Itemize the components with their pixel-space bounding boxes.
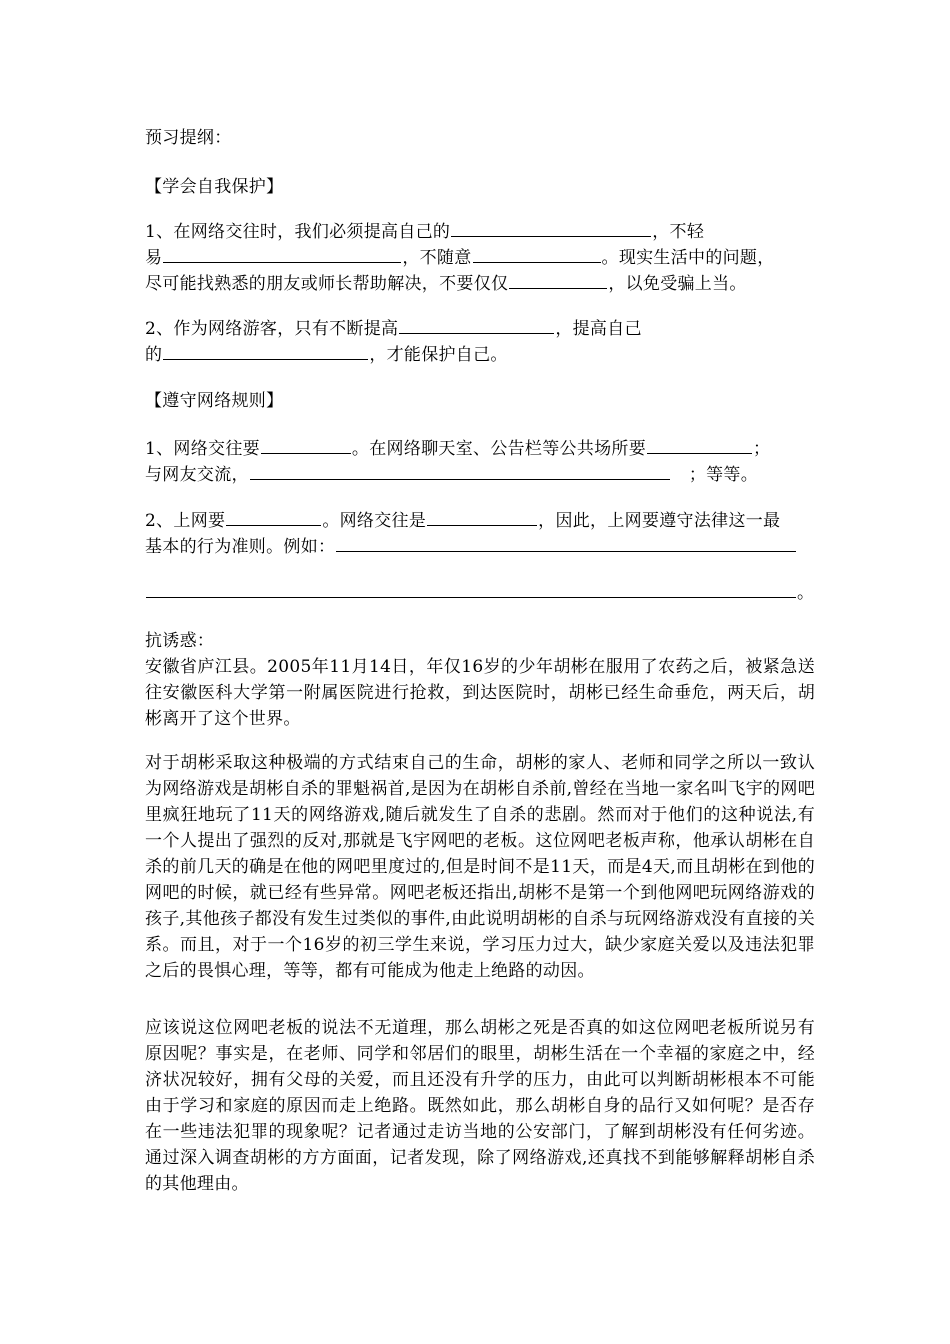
story-title: 抗诱惑： — [145, 631, 215, 651]
item-line — [145, 271, 815, 297]
item-text: 。网络交往是 — [322, 511, 427, 531]
fill-blank[interactable] — [451, 219, 651, 237]
item-text: ，不随意 — [402, 248, 472, 268]
item-line — [145, 342, 815, 368]
fill-blank[interactable] — [473, 245, 601, 263]
fill-blank[interactable] — [226, 508, 321, 526]
network-rules-item-1 — [145, 436, 815, 488]
network-rules-item-2-continuation — [145, 580, 815, 606]
item-text: ，不轻 — [652, 222, 705, 242]
fill-blank[interactable] — [146, 580, 796, 598]
item-text: 。在网络聊天室、公告栏等公共场所要 — [351, 439, 647, 459]
item-text: 的 — [145, 345, 163, 365]
fill-blank[interactable] — [647, 436, 752, 454]
item-text: ；等等。 — [688, 465, 759, 485]
item-text: ； — [753, 439, 771, 459]
item-line — [145, 245, 815, 271]
fill-blank[interactable] — [163, 342, 368, 360]
fill-blank[interactable] — [336, 534, 796, 552]
item-line — [145, 316, 815, 342]
section-heading-self-protection: 【学会自我保护】 — [145, 177, 284, 197]
network-rules-item-2 — [145, 508, 815, 560]
item-line — [145, 580, 815, 606]
item-text: 与网友交流， — [145, 465, 249, 485]
item-text: ，才能保护自己。 — [369, 345, 508, 365]
fill-blank[interactable] — [427, 508, 537, 526]
self-protection-item-1 — [145, 219, 815, 297]
item-text: 1、在网络交往时，我们必须提高自己的 — [145, 222, 451, 242]
item-text: ，因此，上网要遵守法律这一最 — [538, 511, 781, 531]
item-text: 1、网络交往要 — [145, 439, 260, 459]
item-line — [145, 534, 815, 560]
fill-blank[interactable] — [399, 316, 554, 334]
fill-blank[interactable] — [261, 436, 351, 454]
item-text: 。现实生活中的问题， — [601, 248, 775, 268]
item-line — [145, 462, 815, 488]
item-text: 基本的行为准则。例如： — [145, 537, 336, 557]
story-paragraph-3: 应该说这位网吧老板的说法不无道理，那么胡彬之死是否真的如这位网吧老板所说另有原因呢？事实是，在老师、同学和邻居们的眼里，胡彬生活在一个幸福的家庭之中，经济状况较好，拥有父母的关爱，而且还没有升学的压力，由此可以判断胡彬根本不可能由于学习和家庭的原因而走上绝路。既然如此，那么胡彬自身的品行又如何呢？是否存在一些违法犯罪的现象呢？记者通过走访当地的公安部门，了解到胡彬没有任何劣迹。通过深入调查胡彬的方方面面，记者发现，除了网络游戏,还真找不到能够解释胡彬自杀的其他理由。 — [145, 1018, 815, 1194]
item-text: 2、作为网络游客，只有不断提高 — [145, 319, 399, 339]
item-text: ，提高自己 — [555, 319, 642, 339]
story-paragraph-2: 对于胡彬采取这种极端的方式结束自己的生命，胡彬的家人、老师和同学之所以一致认为网络游戏是胡彬自杀的罪魁祸首,是因为在胡彬自杀前,曾经在当地一家名叫飞宇的网吧里疯狂地玩了11天的网络游戏,随后就发生了自杀的悲剧。然而对于他们的这种说法,有一个人提出了强烈的反对,那就是飞宇网吧的老板。这位网吧老板声称，他承认胡彬在自杀的前几天的确是在他的网吧里度过的,但是时间不是11天，而是4天,而且胡彬在到他的网吧的时候，就已经有些异常。网吧老板还指出,胡彬不是第一个到他网吧玩网络游戏的孩子,其他孩子都没有发生过类似的事件,由此说明胡彬的自杀与玩网络游戏没有直接的关系。而且，对于一个16岁的初三学生来说，学习压力过大，缺少家庭关爱以及违法犯罪之后的畏惧心理，等等，都有可能成为他走上绝路的动因。 — [145, 753, 815, 981]
item-line — [145, 508, 815, 534]
item-line — [145, 436, 815, 462]
item-text: 易 — [145, 248, 163, 268]
outline-title: 预习提纲： — [145, 128, 232, 148]
fill-blank[interactable] — [250, 462, 670, 480]
item-line — [145, 219, 815, 245]
fill-blank[interactable] — [163, 245, 401, 263]
item-text: 。 — [797, 583, 815, 603]
item-text: ，以免受骗上当。 — [608, 274, 747, 294]
item-text: 2、上网要 — [145, 511, 226, 531]
item-text: 尽可能找熟悉的朋友或师长帮助解决，不要仅仅 — [145, 274, 509, 294]
section-heading-network-rules: 【遵守网络规则】 — [145, 391, 284, 411]
story-paragraph-1: 安徽省庐江县。2005年11月14日，年仅16岁的少年胡彬在服用了农药之后，被紧急送往安徽医科大学第一附属医院进行抢救，到达医院时，胡彬已经生命垂危，两天后，胡彬离开了这个世界。 — [145, 657, 815, 729]
fill-blank[interactable] — [509, 271, 607, 289]
self-protection-item-2 — [145, 316, 815, 368]
